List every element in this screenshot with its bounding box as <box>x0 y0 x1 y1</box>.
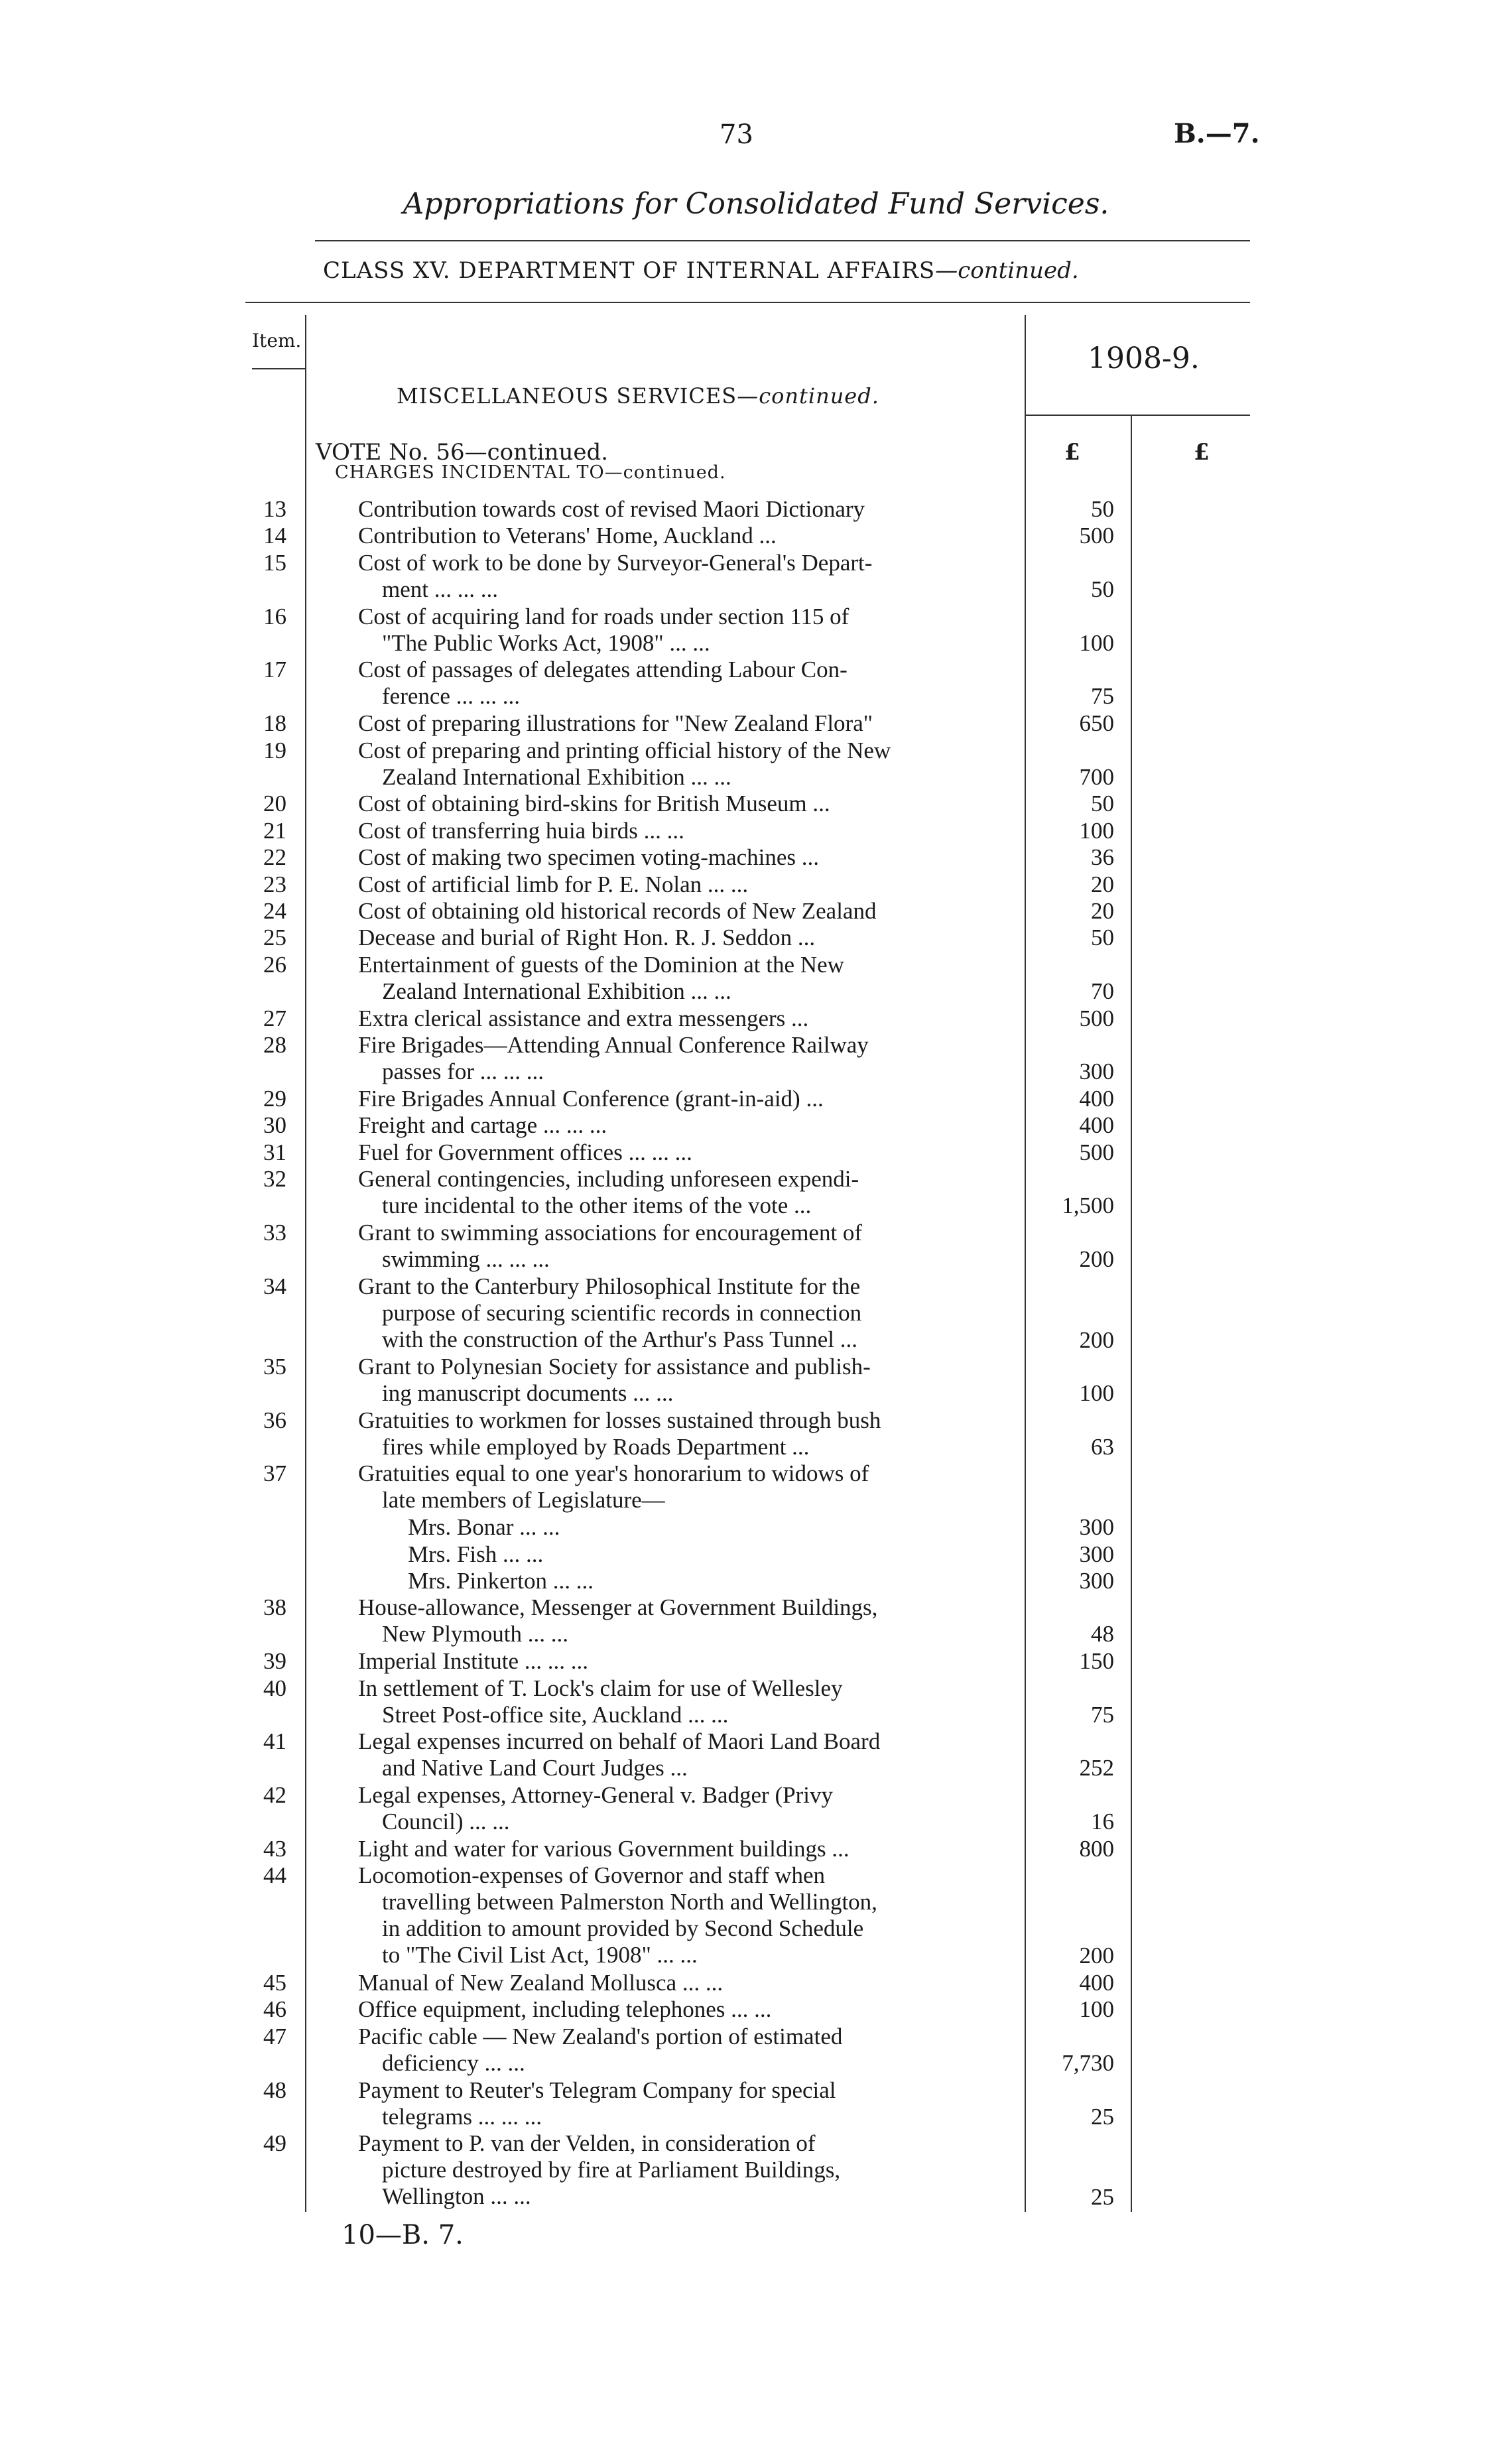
item-number: 41 <box>263 1728 286 1754</box>
item-amount: 100 <box>1079 630 1114 657</box>
year-heading: 1908-9. <box>1088 342 1200 375</box>
description-line: Cost of transferring huia birds ... ... <box>358 818 684 844</box>
item-description <box>358 496 1001 523</box>
item-number: 24 <box>263 898 286 924</box>
item-amount: 25 <box>1091 2183 1114 2210</box>
description-line: Decease and burial of Right Hon. R. J. Seddon ... <box>358 925 816 950</box>
item-number: 26 <box>263 952 286 978</box>
description-line: Freight and cartage ... ... ... <box>358 1112 607 1138</box>
item-number: 13 <box>263 496 286 522</box>
item-amount: 25 <box>1091 2104 1114 2130</box>
item-description <box>358 1862 1001 1968</box>
item-number: 42 <box>263 1782 286 1808</box>
item-amount: 300 <box>1079 1568 1114 1594</box>
rule-top <box>315 240 1250 241</box>
item-amount: 200 <box>1079 1326 1114 1353</box>
item-column-line <box>305 315 306 2212</box>
item-description <box>358 871 1001 898</box>
description-line: ture incidental to the other items of the vote ... <box>382 1192 812 1218</box>
description-line: picture destroyed by fire at Parliament Buildings, <box>382 2157 841 2183</box>
description-line: Mrs. Bonar ... ... <box>408 1514 560 1540</box>
item-number: 43 <box>263 1836 286 1862</box>
description-line: Cost of obtaining bird-skins for British Museum ... <box>358 791 830 816</box>
item-description <box>358 1166 1001 1219</box>
description-line: ference ... ... ... <box>382 683 520 709</box>
description-line: Payment to P. van der Velden, in consideration of <box>358 2130 816 2156</box>
item-amount: 48 <box>1091 1621 1114 1647</box>
description-line: Imperial Institute ... ... ... <box>358 1648 589 1674</box>
description-line: deficiency ... ... <box>382 2050 525 2076</box>
description-line: Extra clerical assistance and extra messengers ... <box>358 1005 809 1031</box>
description-line: Cost of work to be done by Surveyor-General's Depart- <box>358 550 873 576</box>
description-line: Cost of obtaining old historical records of New Zealand <box>358 898 877 924</box>
description-line: Grant to the Canterbury Philosophical Institute for the <box>358 1273 861 1299</box>
description-line: Mrs. Fish ... ... <box>408 1541 544 1567</box>
description-line: Gratuities equal to one year's honorarium to widows of <box>358 1460 869 1486</box>
description-line: Council) ... ... <box>382 1809 510 1834</box>
item-description <box>358 523 1001 549</box>
item-number: 46 <box>263 1996 286 2022</box>
description-line: to "The Civil List Act, 1908" ... ... <box>382 1942 698 1968</box>
item-number: 29 <box>263 1086 286 1112</box>
description-line: House-allowance, Messenger at Government Buildings, <box>358 1594 878 1620</box>
item-number: 48 <box>263 2077 286 2103</box>
currency-right: £ <box>1194 439 1210 466</box>
item-description <box>358 2024 1001 2077</box>
item-description <box>358 952 1001 1005</box>
charges-label: CHARGES INCIDENTAL TO—continued. <box>335 462 726 483</box>
item-description <box>358 2077 1001 2130</box>
item-description <box>358 925 1001 951</box>
item-description <box>358 1220 1001 1273</box>
item-number: 27 <box>263 1005 286 1031</box>
item-amount: 300 <box>1079 1514 1114 1540</box>
item-description <box>358 1273 1001 1353</box>
vote-label: VOTE No. 56—continued. <box>316 439 609 466</box>
rule-under-year <box>1025 415 1250 416</box>
description-line: Grant to swimming associations for encouragement of <box>358 1220 863 1246</box>
description-line: Grant to Polynesian Society for assistance and publish- <box>358 1354 871 1380</box>
item-amount: 20 <box>1091 898 1114 924</box>
description-line: Gratuities to workmen for losses sustained through bush <box>358 1407 881 1433</box>
item-amount: 150 <box>1079 1648 1114 1674</box>
description-line: late members of Legislature— <box>382 1487 665 1513</box>
description-line: Cost of making two specimen voting-machines ... <box>358 844 820 870</box>
amount-column-line <box>1131 415 1132 2212</box>
description-line: travelling between Palmerston North and Wellington, <box>382 1889 877 1915</box>
item-amount: 400 <box>1079 1970 1114 1996</box>
item-number: 40 <box>263 1675 286 1701</box>
item-number: 19 <box>263 738 286 763</box>
item-number: 49 <box>263 2130 286 2156</box>
item-amount: 800 <box>1079 1836 1114 1862</box>
item-amount: 50 <box>1091 791 1114 816</box>
item-number: 39 <box>263 1648 286 1674</box>
item-amount: 500 <box>1079 1139 1114 1165</box>
description-line: Cost of preparing and printing official history of the New <box>358 738 891 763</box>
item-amount: 70 <box>1091 978 1114 1005</box>
item-description <box>358 1648 1001 1675</box>
item-description <box>358 1407 1001 1460</box>
item-number: 20 <box>263 791 286 816</box>
description-line: Fuel for Government offices ... ... ... <box>358 1139 692 1165</box>
description-line: and Native Land Court Judges ... <box>382 1755 688 1781</box>
section-heading <box>397 383 879 409</box>
item-amount: 50 <box>1091 576 1114 603</box>
item-number: 15 <box>263 550 286 576</box>
item-amount: 400 <box>1079 1086 1114 1112</box>
description-line: Office equipment, including telephones ... ... <box>358 1996 772 2022</box>
description-line: Entertainment of guests of the Dominion at the New <box>358 952 844 978</box>
item-amount: 500 <box>1079 1005 1114 1031</box>
item-description <box>358 1836 1001 1862</box>
description-line: swimming ... ... ... <box>382 1246 550 1272</box>
description-line: Zealand International Exhibition ... ... <box>382 978 731 1004</box>
item-number: 17 <box>263 657 286 682</box>
item-description <box>358 1354 1001 1407</box>
item-amount: 200 <box>1079 1943 1114 1969</box>
description-line: Cost of passages of delegates attending Labour Con- <box>358 657 848 682</box>
description-line: "The Public Works Act, 1908" ... ... <box>382 630 710 656</box>
item-description <box>408 1514 1051 1541</box>
description-line: Cost of artificial limb for P. E. Nolan ... ... <box>358 871 749 897</box>
item-number: 28 <box>263 1032 286 1058</box>
item-number: 34 <box>263 1273 286 1299</box>
item-description <box>358 1970 1001 1996</box>
description-line: Contribution to Veterans' Home, Auckland ... <box>358 523 777 548</box>
footer-signature: 10—B. 7. <box>342 2220 464 2250</box>
item-number: 18 <box>263 710 286 736</box>
item-amount: 100 <box>1079 818 1114 844</box>
item-amount: 100 <box>1079 1380 1114 1407</box>
item-number: 38 <box>263 1594 286 1620</box>
item-amount: 75 <box>1091 1702 1114 1728</box>
description-line: Street Post-office site, Auckland ... ... <box>382 1702 729 1728</box>
item-description <box>358 791 1001 817</box>
currency-left: £ <box>1064 439 1080 466</box>
item-description <box>358 1996 1001 2023</box>
item-description <box>408 1568 1051 1594</box>
description-line: Locomotion-expenses of Governor and staff when <box>358 1862 826 1888</box>
section-heading-text: MISCELLANEOUS SERVICES <box>397 383 737 409</box>
item-description <box>358 710 1001 737</box>
description-line: New Plymouth ... ... <box>382 1621 568 1647</box>
item-number: 35 <box>263 1354 286 1380</box>
item-amount: 75 <box>1091 683 1114 710</box>
item-amount: 20 <box>1091 871 1114 897</box>
rule-under-item <box>252 368 305 369</box>
description-line: purpose of securing scientific records in connection <box>382 1300 862 1326</box>
item-number: 22 <box>263 844 286 870</box>
description-line: Manual of New Zealand Mollusca ... ... <box>358 1970 724 1996</box>
item-amount: 300 <box>1079 1059 1114 1085</box>
class-heading-text: CLASS XV. DEPARTMENT OF INTERNAL AFFAIRS <box>323 257 936 284</box>
description-line: Zealand International Exhibition ... ... <box>382 764 731 790</box>
item-description <box>358 738 1001 791</box>
item-description <box>358 818 1001 844</box>
item-amount: 700 <box>1079 764 1114 791</box>
item-amount: 63 <box>1091 1434 1114 1460</box>
item-amount: 36 <box>1091 844 1114 870</box>
item-description <box>358 898 1001 925</box>
item-description <box>358 1460 1001 1513</box>
item-number: 31 <box>263 1139 286 1165</box>
description-line: ment ... ... ... <box>382 576 498 602</box>
item-description <box>358 1005 1001 1032</box>
item-description <box>358 1139 1001 1166</box>
item-description <box>358 1782 1001 1835</box>
item-amount: 252 <box>1079 1755 1114 1781</box>
item-description <box>358 844 1001 871</box>
item-amount: 7,730 <box>1062 2050 1114 2077</box>
description-line: In settlement of T. Lock's claim for use of Wellesley <box>358 1675 843 1701</box>
description-line: Wellington ... ... <box>382 2183 531 2209</box>
item-description <box>358 1086 1001 1112</box>
page-title: Appropriations for Consolidated Fund Services. <box>403 187 1109 221</box>
description-line: Fire Brigades—Attending Annual Conference Railway <box>358 1032 869 1058</box>
item-amount: 300 <box>1079 1541 1114 1567</box>
item-number: 14 <box>263 523 286 548</box>
item-amount: 50 <box>1091 496 1114 522</box>
class-heading <box>323 257 1079 284</box>
document-reference: B.—7. <box>1174 118 1260 149</box>
item-number: 25 <box>263 925 286 950</box>
item-amount: 200 <box>1079 1246 1114 1273</box>
item-number: 16 <box>263 604 286 629</box>
description-line: General contingencies, including unforeseen expendi- <box>358 1166 859 1192</box>
item-amount: 650 <box>1079 710 1114 736</box>
description-line: Contribution towards cost of revised Maori Dictionary <box>358 496 865 522</box>
item-number: 21 <box>263 818 286 844</box>
description-line: Payment to Reuter's Telegram Company for special <box>358 2077 836 2103</box>
item-description <box>408 1541 1051 1568</box>
description-line: Cost of acquiring land for roads under section 115 of <box>358 604 850 629</box>
item-number: 45 <box>263 1970 286 1996</box>
description-line: Pacific cable — New Zealand's portion of estimated <box>358 2024 843 2049</box>
item-number: 44 <box>263 1862 286 1888</box>
item-number: 30 <box>263 1112 286 1138</box>
item-amount: 500 <box>1079 523 1114 548</box>
rule-under-class <box>245 302 1250 303</box>
item-number: 47 <box>263 2024 286 2049</box>
item-amount: 50 <box>1091 925 1114 950</box>
description-line: Legal expenses incurred on behalf of Maori Land Board <box>358 1728 881 1754</box>
description-line: Mrs. Pinkerton ... ... <box>408 1568 594 1594</box>
description-line: Light and water for various Government buildings ... <box>358 1836 850 1862</box>
description-line: ing manuscript documents ... ... <box>382 1380 674 1406</box>
description-line: fires while employed by Roads Department ... <box>382 1434 810 1460</box>
item-description <box>358 1675 1001 1728</box>
item-amount: 400 <box>1079 1112 1114 1138</box>
item-number: 37 <box>263 1460 286 1486</box>
item-number: 33 <box>263 1220 286 1246</box>
description-line: in addition to amount provided by Second Schedule <box>382 1915 864 1941</box>
item-amount: 1,500 <box>1062 1192 1114 1219</box>
item-description <box>358 604 1001 657</box>
description-line: telegrams ... ... ... <box>382 2104 542 2130</box>
description-line: Cost of preparing illustrations for "New Zealand Flora" <box>358 710 873 736</box>
item-number: 36 <box>263 1407 286 1433</box>
item-description <box>358 2130 1001 2210</box>
item-number: 23 <box>263 871 286 897</box>
page-number: 73 <box>720 119 753 150</box>
class-heading-suffix: —continued. <box>935 257 1079 284</box>
item-description <box>358 1728 1001 1781</box>
item-amount: 100 <box>1079 1996 1114 2022</box>
description-line: Legal expenses, Attorney-General v. Badger (Privy <box>358 1782 833 1808</box>
item-description <box>358 1594 1001 1647</box>
description-line: Fire Brigades Annual Conference (grant-in-aid) ... <box>358 1086 824 1112</box>
item-amount: 16 <box>1091 1809 1114 1835</box>
item-number: 32 <box>263 1166 286 1192</box>
description-line: with the construction of the Arthur's Pass Tunnel ... <box>382 1326 857 1352</box>
item-label: Item. <box>252 330 302 352</box>
item-description <box>358 1112 1001 1139</box>
item-description <box>358 1032 1001 1085</box>
section-heading-suffix: —continued. <box>737 383 879 409</box>
description-line: passes for ... ... ... <box>382 1059 544 1084</box>
item-description <box>358 657 1001 710</box>
item-description <box>358 550 1001 603</box>
